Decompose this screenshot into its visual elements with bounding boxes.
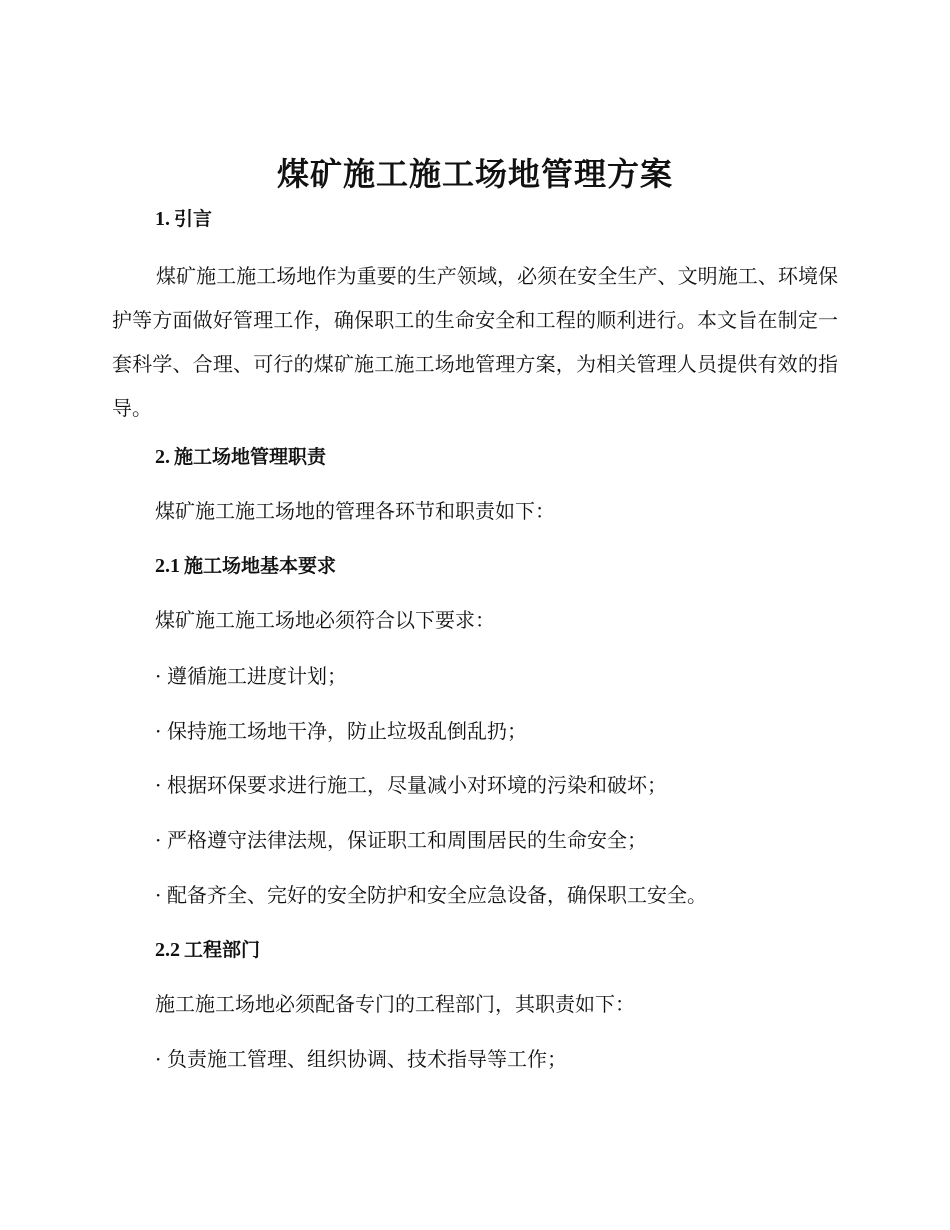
- section-number: 2.2: [155, 939, 180, 961]
- section-2-2-heading: [0, 935, 950, 965]
- section-1-heading: [0, 204, 950, 234]
- bullet-text: 负责施工管理、组织协调、技术指导等工作；: [167, 1047, 567, 1071]
- section-heading-text: 施工场地管理职责: [174, 446, 327, 468]
- section-number: 2.: [155, 446, 170, 468]
- section-heading-text: 工程部门: [184, 939, 261, 961]
- bullet-symbol: ·: [155, 773, 162, 797]
- bullet-symbol: ·: [155, 719, 162, 743]
- bullet-item: [0, 716, 950, 746]
- bullet-text: 根据环保要求进行施工，尽量减小对环境的污染和破坏；: [167, 773, 667, 797]
- intro-paragraph: 煤矿施工施工场地作为重要的生产领域，必须在安全生产、文明施工、环境保护等方面做好管理工作，确保职工的生命安全和工程的顺利进行。本文旨在制定一套科学、合理、可行的煤矿施工施工场地管理方案，为相关管理人员提供有效的指导。: [112, 264, 838, 420]
- section-number: 2.1: [155, 555, 180, 577]
- section-2-text: 煤矿施工施工场地的管理各环节和职责如下：: [155, 499, 555, 523]
- section-2-2-text-block: [0, 989, 950, 1019]
- bullet-text: 遵循施工进度计划；: [167, 664, 347, 688]
- section-2-2-text: 施工施工场地必须配备专门的工程部门，其职责如下：: [155, 992, 635, 1016]
- bullet-item: [0, 880, 950, 910]
- section-2-heading: [0, 442, 950, 472]
- intro-paragraph-block: [0, 254, 950, 430]
- bullet-symbol: ·: [155, 883, 162, 907]
- bullet-text: 严格遵守法律法规，保证职工和周围居民的生命安全；: [167, 828, 647, 852]
- section-number: 1.: [155, 208, 170, 230]
- section-2-text-block: [0, 496, 950, 526]
- bullet-symbol: ·: [155, 828, 162, 852]
- bullet-text: 配备齐全、完好的安全防护和安全应急设备，确保职工安全。: [167, 883, 707, 907]
- document-title: 煤矿施工施工场地管理方案: [276, 155, 673, 193]
- bullet-text: 保持施工场地干净，防止垃圾乱倒乱扔；: [167, 719, 527, 743]
- bullet-item: [0, 1044, 950, 1074]
- section-heading-text: 引言: [174, 208, 213, 230]
- bullet-item: [0, 825, 950, 855]
- bullet-item: [0, 661, 950, 691]
- section-2-1-text: 煤矿施工施工场地必须符合以下要求：: [155, 608, 495, 632]
- bullet-symbol: ·: [155, 664, 162, 688]
- section-2-1-heading: [0, 551, 950, 581]
- section-2-1-text-block: [0, 605, 950, 635]
- section-heading-text: 施工场地基本要求: [184, 555, 337, 577]
- bullet-item: [0, 770, 950, 800]
- bullet-symbol: ·: [155, 1047, 162, 1071]
